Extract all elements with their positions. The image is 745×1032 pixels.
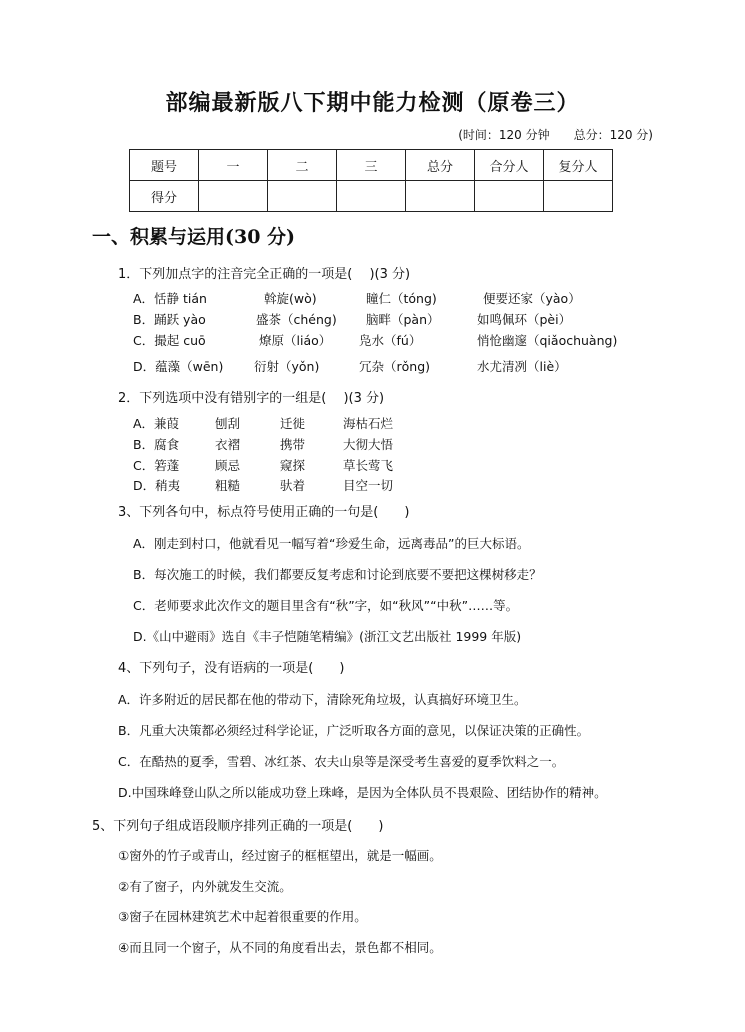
q2-option-a-1: A．兼葭: [133, 416, 180, 431]
score-cell: [199, 181, 268, 212]
score-table-row: [130, 181, 613, 212]
q2-option-b-2: 衣褶: [215, 437, 241, 452]
question-5-stem: 5、下列句子组成语段顺序排列正确的一项是( ): [92, 819, 384, 834]
score-header-cell: 二: [268, 150, 337, 181]
question-3-stem: 3、下列各句中，标点符号使用正确的一句是( ): [118, 505, 410, 520]
score-cell: [406, 181, 475, 212]
score-header-cell: 三: [337, 150, 406, 181]
question-1-stem: 1．下列加点字的注音完全正确的一项是( )(3 分): [118, 267, 411, 282]
q1-option-b-2: 盛茶（chéng): [256, 312, 337, 327]
score-table: [129, 149, 613, 212]
q5-item-4: ④而且同一个窗子，从不同的角度看出去，景色都不相同。: [118, 940, 442, 955]
q5-item-2: ②有了窗子，内外就发生交流。: [118, 879, 292, 894]
q2-option-b-1: B．腐食: [133, 437, 180, 452]
score-cell: [544, 181, 613, 212]
q2-option-d-3: 驮着: [280, 478, 306, 493]
q2-option-c-4: 草长莺飞: [343, 458, 394, 473]
q1-option-c-4: 悄怆幽邃（qiǎochuàng): [477, 333, 618, 348]
score-header-cell: 合分人: [475, 150, 544, 181]
score-header-cell: 总分: [406, 150, 475, 181]
score-header-cell: 题号: [130, 150, 199, 181]
q1-option-b-1: B．踊跃 yào: [133, 312, 206, 327]
q1-option-a-4: 便要还家（yào）: [483, 291, 581, 306]
q2-option-d-2: 粗糙: [215, 478, 241, 493]
q2-option-c-3: 窥探: [280, 458, 306, 473]
q3-option-d: D.《山中避雨》选自《丰子恺随笔精编》(浙江文艺出版社 1999 年版): [133, 629, 522, 644]
question-4-stem: 4、下列句子，没有语病的一项是( ): [118, 661, 345, 676]
score-cell: [475, 181, 544, 212]
q1-option-d-4: 水尤清冽（liè）: [477, 359, 567, 374]
q4-option-d: D.中国珠峰登山队之所以能成功登上珠峰，是因为全体队员不畏艰险、团结协作的精神。: [118, 785, 607, 800]
q1-option-d-3: 冗杂（rǒng): [359, 359, 431, 374]
q1-option-d-1: D．蕴藻（wēn): [133, 359, 224, 374]
q3-option-c: C．老师要求此次作文的题目里含有“秋”字，如“秋风”“中秋”……等。: [133, 598, 519, 613]
q2-option-c-2: 顾忌: [215, 458, 241, 473]
score-header-cell: 复分人: [544, 150, 613, 181]
q1-option-c-1: C．撮起 cuō: [133, 333, 206, 348]
score-cell: [337, 181, 406, 212]
q1-option-a-1: A．恬静 tián: [133, 291, 207, 306]
q3-option-b: B．每次施工的时候，我们都要反复考虑和讨论到底要不要把这棵树移走？: [133, 567, 542, 582]
score-cell: [268, 181, 337, 212]
exam-meta: (时间：120 分钟 总分：120 分): [458, 128, 653, 142]
score-header-cell: 一: [199, 150, 268, 181]
q2-option-d-4: 目空一切: [343, 478, 394, 493]
q1-option-b-3: 脑畔（pàn）: [366, 312, 440, 327]
question-2-stem: 2．下列选项中没有错别字的一组是( )(3 分): [118, 391, 385, 406]
q2-option-a-2: 刨刮: [215, 416, 241, 431]
q2-option-a-3: 迁徙: [280, 416, 306, 431]
score-table-header-row: [130, 150, 613, 181]
q5-item-3: ③窗子在园林建筑艺术中起着很重要的作用。: [118, 909, 367, 924]
q1-option-a-3: 瞳仁（tóng): [366, 291, 437, 306]
q1-option-c-3: 凫水（fú）: [359, 333, 422, 348]
q2-option-a-4: 海枯石烂: [343, 416, 394, 431]
q4-option-c: C．在酷热的夏季，雪碧、冰红茶、农夫山泉等是深受考生喜爱的夏季饮料之一。: [118, 754, 565, 769]
q4-option-b: B．凡重大决策都必须经过科学论证，广泛听取各方面的意见，以保证决策的正确性。: [118, 723, 590, 738]
section-heading: 一、积累与运用(30 分): [92, 226, 296, 248]
q2-option-c-1: C．箬蓬: [133, 458, 180, 473]
q1-option-b-4: 如鸣佩环（pèi）: [477, 312, 572, 327]
q4-option-a: A．许多附近的居民都在他的带动下，清除死角垃圾，认真搞好环境卫生。: [118, 692, 527, 707]
q1-option-a-2: 斡旋(wò): [264, 291, 317, 306]
q1-option-c-2: 燎原（liáo）: [259, 333, 332, 348]
q3-option-a: A．刚走到村口，他就看见一幅写着“珍爱生命，远离毒品”的巨大标语。: [133, 536, 530, 551]
q1-option-d-2: 衍射（yǒn): [254, 359, 320, 374]
score-row-label: 得分: [130, 181, 199, 212]
q5-item-1: ①窗外的竹子或青山，经过窗子的框框望出，就是一幅画。: [118, 848, 442, 863]
q2-option-b-3: 携带: [280, 437, 306, 452]
q2-option-d-1: D．稍夷: [133, 478, 181, 493]
page-title: 部编最新版八下期中能力检测（原卷三）: [165, 90, 580, 116]
q2-option-b-4: 大彻大悟: [343, 437, 394, 452]
